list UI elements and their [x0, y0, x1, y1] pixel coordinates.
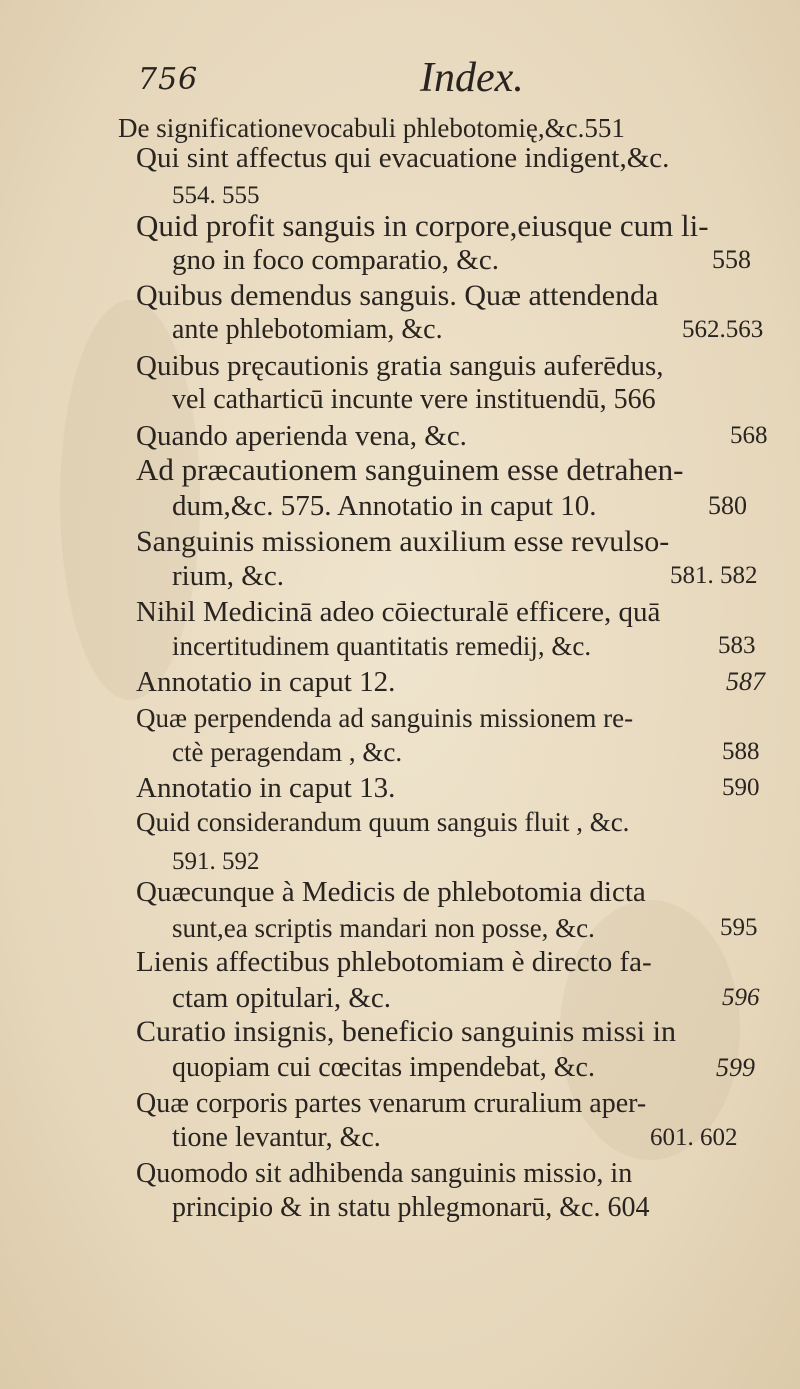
index-line: Nihil Medicinā adeo cōiecturalē efficere, quā [136, 596, 661, 628]
entry-text: ctam opitulari, &c. [172, 982, 392, 1014]
index-line [172, 560, 762, 592]
index-line: Quid considerandum quum sanguis fluit , &c. [136, 807, 630, 837]
entry-text: gno in foco comparatio, &c. [172, 244, 499, 276]
index-line [136, 666, 765, 698]
index-line: Quæ corporis partes venarum cruralium aper- [136, 1088, 647, 1119]
index-line [172, 736, 762, 768]
index-line: Quæ perpendenda ad sanguinis missionem re- [136, 703, 634, 733]
entry-text: dum,&c. 575. Annotatio in caput 10. [172, 490, 597, 522]
page-reference: 583 [718, 632, 756, 659]
index-line: Quomodo sit adhibenda sanguinis missio, in [136, 1158, 633, 1189]
entry-text: Annotatio in caput 12. [136, 666, 396, 698]
index-line [136, 420, 768, 452]
index-line: 554. 555 [172, 182, 260, 209]
index-line: Quibus pręcautionis gratia sanguis auferēdus, [136, 350, 664, 382]
page-reference: 568 [730, 422, 768, 449]
index-line: principio & in statu phlegmonarū, &c. 604 [172, 1192, 650, 1223]
index-line [172, 1122, 762, 1154]
index-line [172, 630, 762, 662]
page-reference: 596 [722, 984, 760, 1011]
page-reference: 581. 582 [670, 562, 758, 589]
entry-text: rium, &c. [172, 560, 284, 592]
page-reference: 588 [722, 738, 760, 765]
entry-text: ctè peragendam , &c. [172, 737, 403, 767]
index-line: vel catharticū incunte vere instituendū, 566 [172, 384, 656, 415]
entry-text: Annotatio in caput 13. [136, 772, 396, 804]
entry-text: quopiam cui cœcitas impendebat, &c. [172, 1052, 595, 1083]
entry-text: incertitudinem quantitatis remedij, &c. [172, 631, 592, 661]
index-line [172, 314, 762, 346]
index-line: Sanguinis missionem auxilium esse revulso- [136, 525, 670, 558]
entry-text: Quando aperienda vena, &c. [136, 420, 467, 452]
page-reference: 599 [716, 1053, 755, 1082]
index-line [172, 490, 762, 522]
index-line [172, 912, 762, 944]
index-line [172, 244, 762, 276]
index-line: Lienis affectibus phlebotomiam è directo fa- [136, 946, 652, 978]
index-line: Quæcunque à Medicis de phlebotomia dicta [136, 876, 646, 908]
page-reference: 601. 602 [650, 1124, 738, 1151]
running-title: Index. [420, 55, 524, 101]
page-reference: 590 [722, 774, 760, 801]
index-line: Quibus demendus sanguis. Quæ attendenda [136, 279, 659, 312]
entry-text: ante phlebotomiam, &c. [172, 314, 443, 345]
index-line: Ad præcautionem sanguinem esse detrahen- [136, 452, 684, 487]
index-line: Curatio insignis, beneficio sanguinis missi in [136, 1015, 676, 1048]
page-reference: 580 [708, 491, 747, 520]
index-line: Quid profit sanguis in corpore,eiusque cum li- [136, 208, 709, 243]
page-reference: 595 [720, 914, 758, 941]
page-reference: 558 [712, 245, 751, 274]
index-line: Qui sint affectus qui evacuatione indigent,&c. [136, 142, 670, 174]
entry-text: tione levantur, &c. [172, 1122, 381, 1153]
index-line [136, 772, 762, 804]
index-line [172, 1052, 762, 1084]
page-header [130, 52, 730, 112]
index-line: De significationevocabuli phlebotomię,&c.551 [118, 113, 625, 143]
page-reference: 562.563 [682, 316, 764, 343]
page-number: 756 [138, 62, 199, 97]
index-line [172, 982, 762, 1014]
entry-text: sunt,ea scriptis mandari non posse, &c. [172, 913, 595, 943]
index-line: 591. 592 [172, 848, 260, 875]
page-reference: 587 [726, 667, 765, 696]
